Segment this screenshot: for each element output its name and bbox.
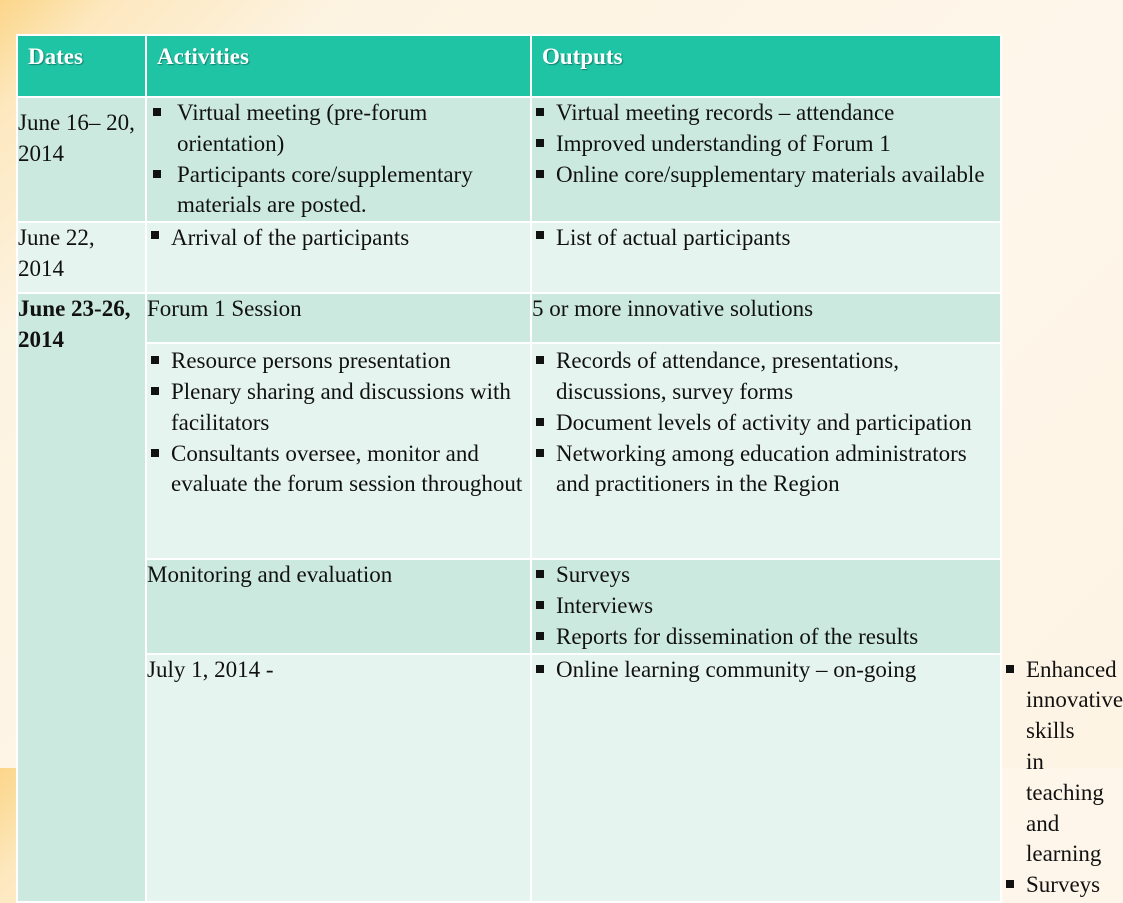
activities-list xyxy=(147,98,530,221)
header-dates: Dates xyxy=(17,35,146,97)
list-item xyxy=(532,223,1000,254)
activities-cell xyxy=(146,343,531,559)
square-bullet-icon xyxy=(153,170,161,178)
list-item xyxy=(147,160,530,222)
activities-cell xyxy=(146,222,531,293)
square-bullet-icon xyxy=(1006,880,1014,888)
list-item xyxy=(532,160,1000,191)
schedule-table xyxy=(16,34,1123,903)
activity-text: Online learning community – on-going xyxy=(556,656,917,682)
activity-text: Arrival of the participants xyxy=(171,225,410,251)
activities-list xyxy=(532,655,1000,686)
table-row xyxy=(17,293,1001,343)
list-item xyxy=(147,377,530,439)
list-item xyxy=(532,591,1000,622)
output-text: Enhanced innovative skills in teaching and learning xyxy=(1026,656,1123,867)
outputs-list xyxy=(532,560,1000,652)
activity-text: Resource persons presentation xyxy=(171,348,451,374)
square-bullet-icon xyxy=(151,449,159,457)
output-text: Surveys xyxy=(556,562,631,588)
list-item xyxy=(147,98,530,160)
header-outputs: Outputs xyxy=(531,35,1001,97)
square-bullet-icon xyxy=(153,108,161,116)
date-cell: June 22, 2014 xyxy=(17,222,146,293)
list-item xyxy=(532,622,1000,653)
session-title: Forum 1 Session xyxy=(146,293,531,343)
table-row xyxy=(17,654,1001,902)
table-row xyxy=(17,343,1001,559)
square-bullet-icon xyxy=(536,356,544,364)
list-item xyxy=(532,98,1000,129)
list-item xyxy=(532,655,1000,686)
session-output: 5 or more innovative solutions xyxy=(531,293,1001,343)
output-text: Records of attendance, presentations, discussions, survey forms xyxy=(556,348,899,404)
square-bullet-icon xyxy=(536,570,544,578)
square-bullet-icon xyxy=(1006,665,1014,673)
table-row xyxy=(17,97,1001,222)
date-cell: June 16– 20, 2014 xyxy=(17,97,146,222)
list-item xyxy=(1002,655,1123,871)
table-row xyxy=(17,559,1001,653)
output-text: Improved understanding of Forum 1 xyxy=(556,130,891,156)
outputs-cell xyxy=(531,222,1001,293)
square-bullet-icon xyxy=(536,632,544,640)
activity-text: Consultants oversee, monitor and evaluate the forum session throughout xyxy=(171,440,523,497)
output-text: Interviews xyxy=(556,592,654,618)
table-row xyxy=(17,222,1001,293)
outputs-cell xyxy=(531,97,1001,222)
slide-frame xyxy=(16,34,1123,898)
square-bullet-icon xyxy=(536,449,544,457)
date-cell: July 1, 2014 - xyxy=(146,654,531,902)
outputs-list xyxy=(532,98,1000,190)
square-bullet-icon xyxy=(536,665,544,673)
list-item xyxy=(532,439,1000,501)
list-item xyxy=(147,223,530,254)
activity-text: Participants core/supplementary materials are posted. xyxy=(177,161,473,218)
list-item xyxy=(147,439,530,501)
outputs-cell xyxy=(531,559,1001,653)
activities-cell xyxy=(531,654,1001,902)
activity-text: Plenary sharing and discussions with facilitators xyxy=(171,378,511,435)
outputs-cell xyxy=(531,343,1001,559)
square-bullet-icon xyxy=(536,231,544,239)
output-text: Virtual meeting records – attendance xyxy=(556,100,895,125)
activity-text: Virtual meeting (pre-forum orientation) xyxy=(177,100,428,156)
outputs-list xyxy=(532,346,1000,500)
list-item xyxy=(532,346,1000,408)
square-bullet-icon xyxy=(151,387,159,395)
output-text: Surveys xyxy=(1026,872,1101,898)
list-item xyxy=(147,346,530,377)
square-bullet-icon xyxy=(536,108,544,116)
list-item xyxy=(532,560,1000,591)
list-item xyxy=(532,129,1000,160)
output-text: Online core/supplementary materials available xyxy=(556,161,985,187)
list-item xyxy=(1002,870,1101,901)
square-bullet-icon xyxy=(536,601,544,609)
output-text: Reports for dissemination of the results xyxy=(556,623,919,649)
square-bullet-icon xyxy=(536,139,544,147)
output-text: Document levels of activity and participation xyxy=(556,409,972,435)
square-bullet-icon xyxy=(151,231,159,239)
header-activities: Activities xyxy=(146,35,531,97)
output-text: List of actual participants xyxy=(556,225,791,251)
outputs-list xyxy=(532,223,1000,254)
activities-cell xyxy=(146,97,531,222)
square-bullet-icon xyxy=(151,356,159,364)
monitoring-title: Monitoring and evaluation xyxy=(146,559,531,653)
output-text: Networking among education administrators and practitioners in the Region xyxy=(556,440,967,497)
activities-list xyxy=(147,346,530,500)
square-bullet-icon xyxy=(536,170,544,178)
activities-list xyxy=(147,223,530,254)
date-cell: June 23-26, 2014 xyxy=(17,293,146,902)
list-item xyxy=(532,408,1000,439)
header-row xyxy=(17,35,1001,97)
square-bullet-icon xyxy=(536,418,544,426)
